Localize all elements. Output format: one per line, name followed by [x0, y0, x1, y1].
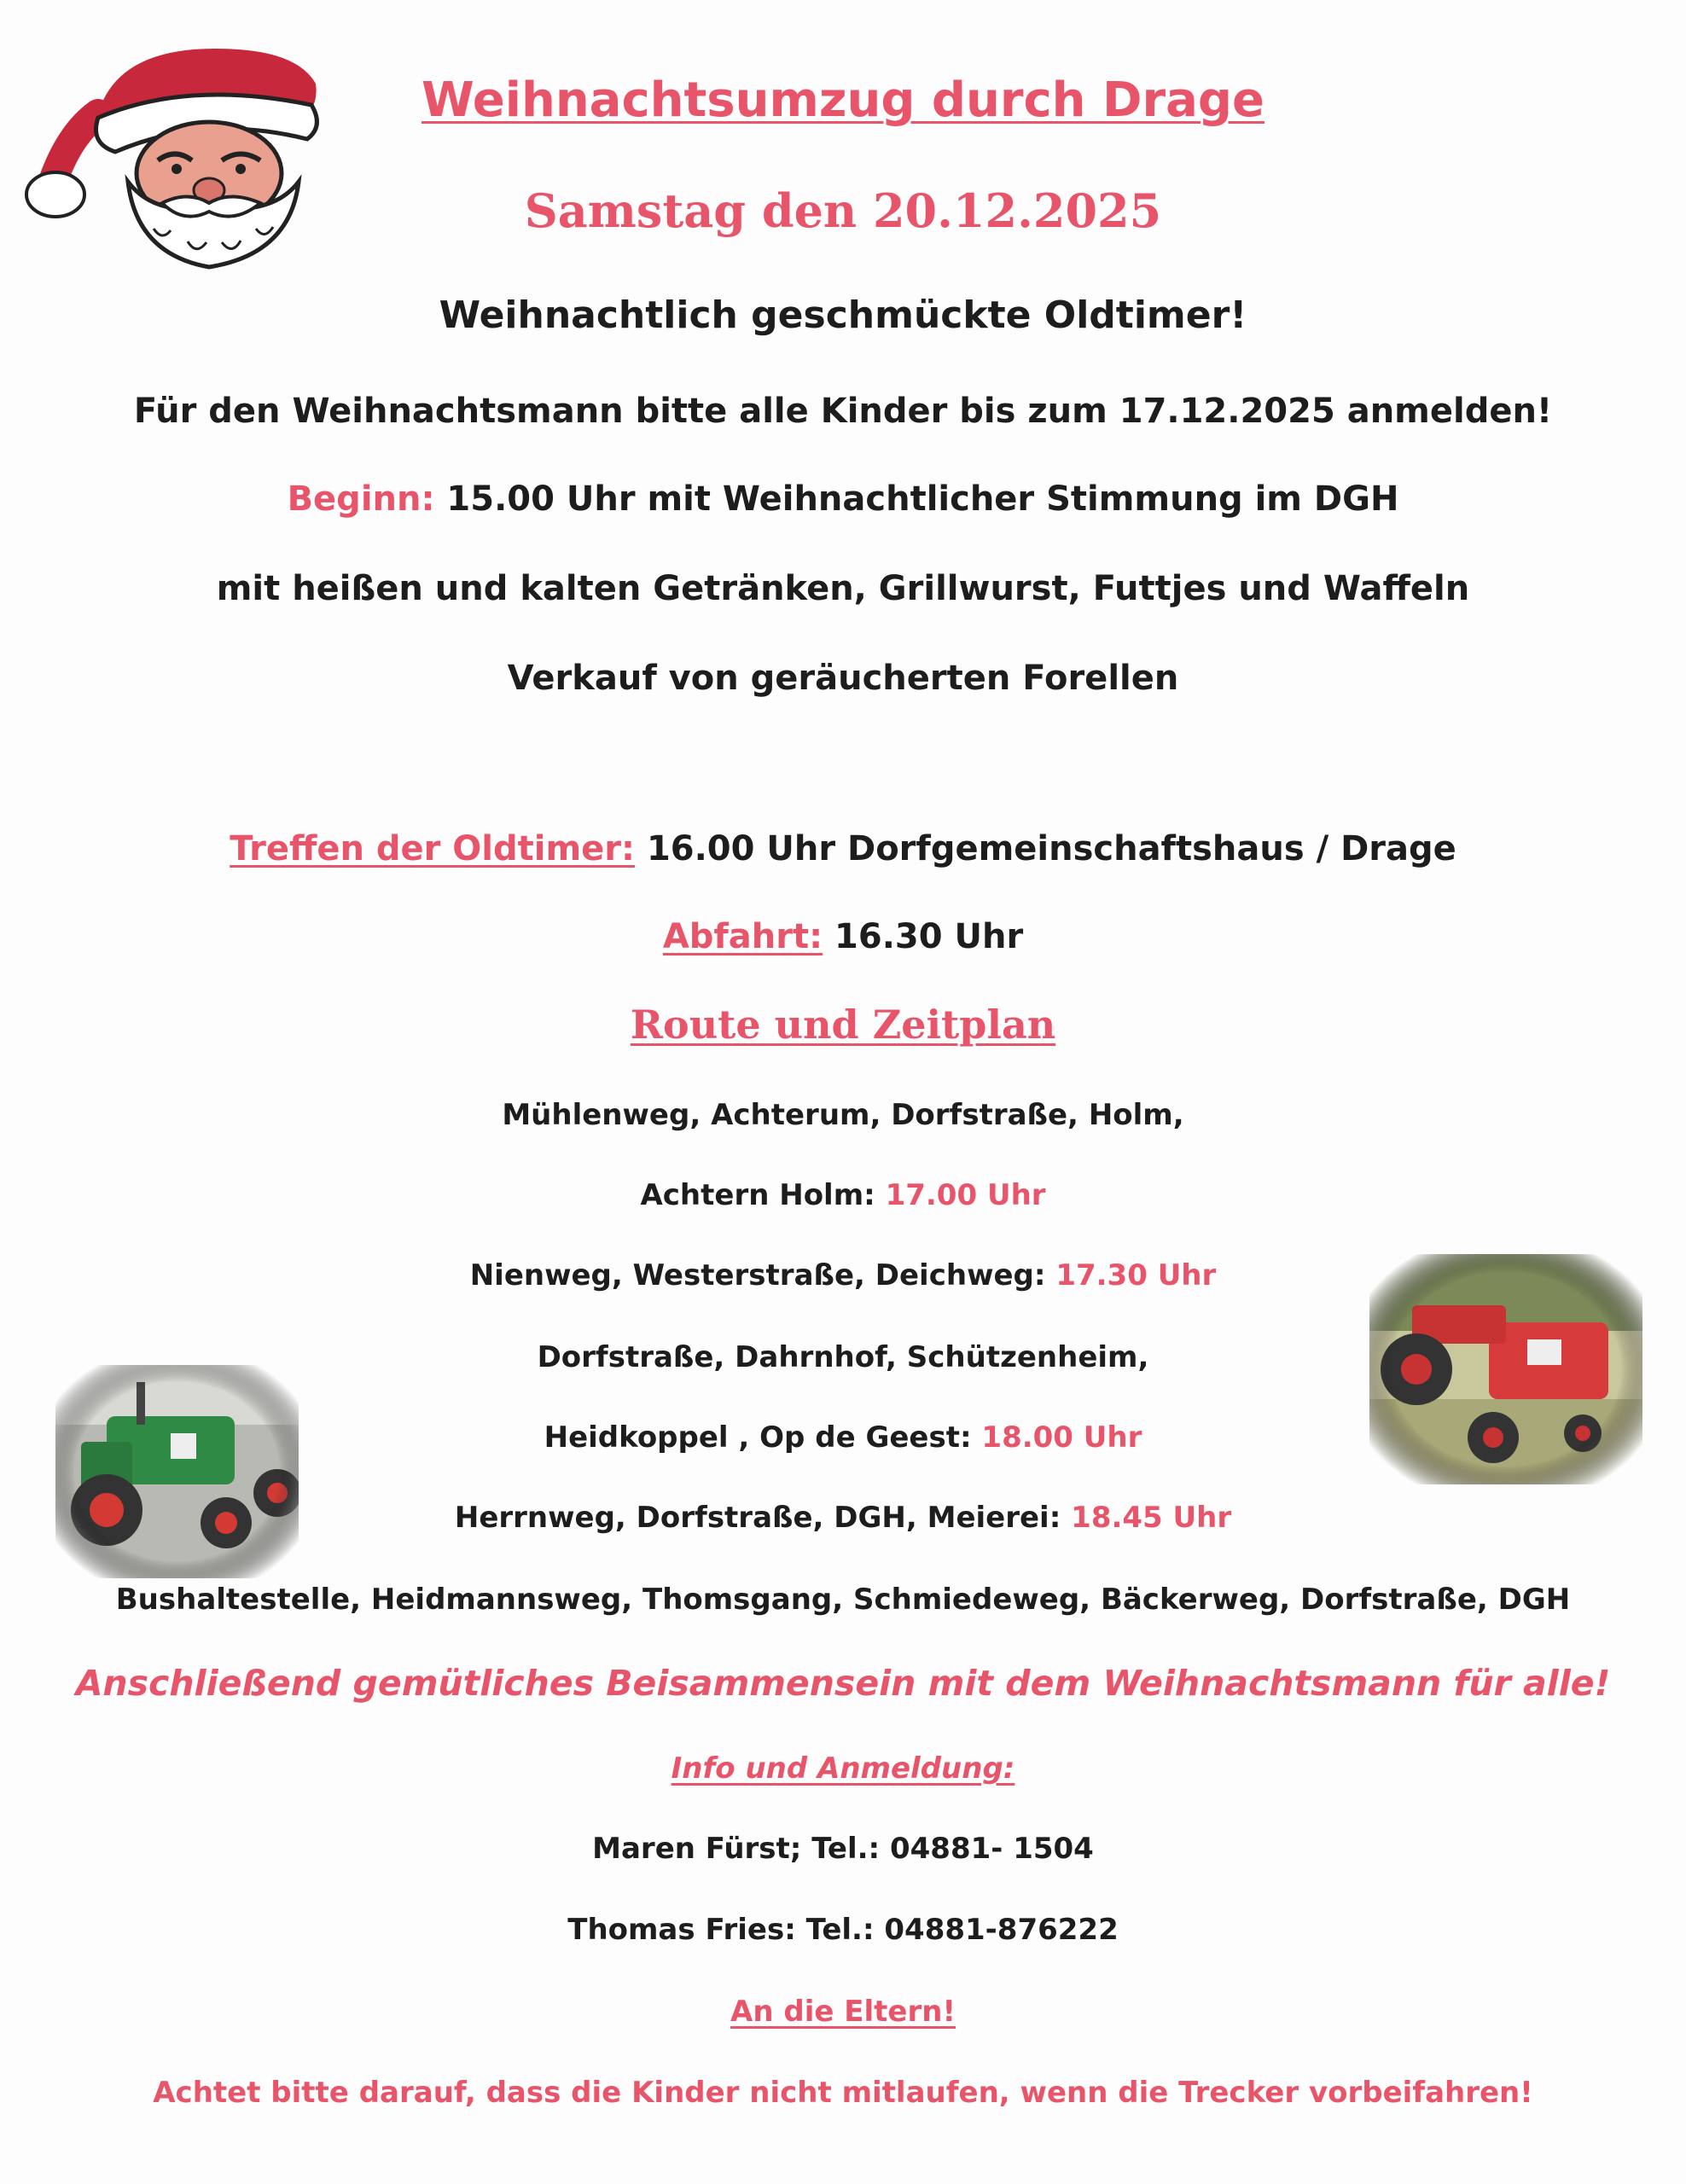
treffen-text: 16.00 Uhr Dorfgemeinschaftshaus / Drage [635, 829, 1456, 868]
abfahrt-text: 16.30 Uhr [823, 917, 1024, 956]
contact-maren: Maren Fürst; Tel.: 04881- 1504 [592, 1832, 1094, 1866]
beginn-text: 15.00 Uhr mit Weihnachtlicher Stimmung im DGH [434, 479, 1399, 519]
treffen-line [0, 829, 1686, 868]
parents-warning: Achtet bitte darauf, dass die Kinder nicht mitlaufen, wenn die Trecker vorbeifahren! [153, 2076, 1533, 2110]
route-stop [0, 1583, 1686, 1617]
green-tractor-photo [55, 1365, 299, 1578]
route-stop [0, 1420, 1686, 1455]
fish-line: Verkauf von geräucherten Forellen [507, 659, 1179, 698]
route-stop-time: 18.45 Uhr [1071, 1501, 1232, 1535]
oldtimer-headline: Weihnachtlich geschmückte Oldtimer! [439, 293, 1247, 337]
route-stop-time: 17.00 Uhr [885, 1178, 1046, 1212]
beginn-label: Beginn: [287, 479, 435, 519]
contact-thomas: Thomas Fries: Tel.: 04881-876222 [567, 1913, 1119, 1947]
parents-heading: An die Eltern! [730, 1995, 956, 2029]
route-stop-text: Bushaltestelle, Heidmannsweg, Thomsgang, Schmiedeweg, Bäckerweg, Dorfstraße, DGH [115, 1583, 1571, 1617]
title: Weihnachtsumzug durch Drage [422, 73, 1264, 128]
route-stop-text: Achtern Holm: [640, 1178, 886, 1212]
info-heading: Info und Anmeldung: [671, 1751, 1015, 1786]
route-stop-text: Nienweg, Westerstraße, Deichweg: [469, 1258, 1056, 1292]
route-stop [0, 1178, 1686, 1212]
route-heading: Route und Zeitplan [630, 1002, 1056, 1048]
route-stop-text: Herrnweg, Dorfstraße, DGH, Meierei: [454, 1501, 1072, 1535]
treffen-label: Treffen der Oldtimer: [230, 829, 636, 868]
gathering-note: Anschließend gemütliches Beisammensein mit dem Weihnachtsmann für alle! [75, 1663, 1611, 1704]
registration-note: Für den Weihnachtsmann bitte alle Kinder bis zum 17.12.2025 anmelden! [133, 392, 1553, 431]
route-stop [0, 1501, 1686, 1535]
santa-claus-icon [17, 32, 333, 271]
route-stop [0, 1258, 1686, 1292]
route-stop-time: 18.00 Uhr [981, 1420, 1142, 1455]
route-stop [0, 1098, 1686, 1132]
route-stop [0, 1340, 1686, 1374]
route-stop-text: Dorfstraße, Dahrnhof, Schützenheim, [537, 1340, 1149, 1374]
beginn-line [0, 479, 1686, 519]
abfahrt-line [0, 917, 1686, 956]
drinks-line: mit heißen und kalten Getränken, Grillwurst, Futtjes und Waffeln [216, 569, 1470, 608]
date: Samstag den 20.12.2025 [524, 183, 1162, 238]
route-stop-text: Heidkoppel , Op de Geest: [544, 1420, 982, 1455]
route-stop-time: 17.30 Uhr [1055, 1258, 1217, 1292]
abfahrt-label: Abfahrt: [662, 917, 823, 956]
route-stop-text: Mühlenweg, Achterum, Dorfstraße, Holm, [502, 1098, 1184, 1132]
